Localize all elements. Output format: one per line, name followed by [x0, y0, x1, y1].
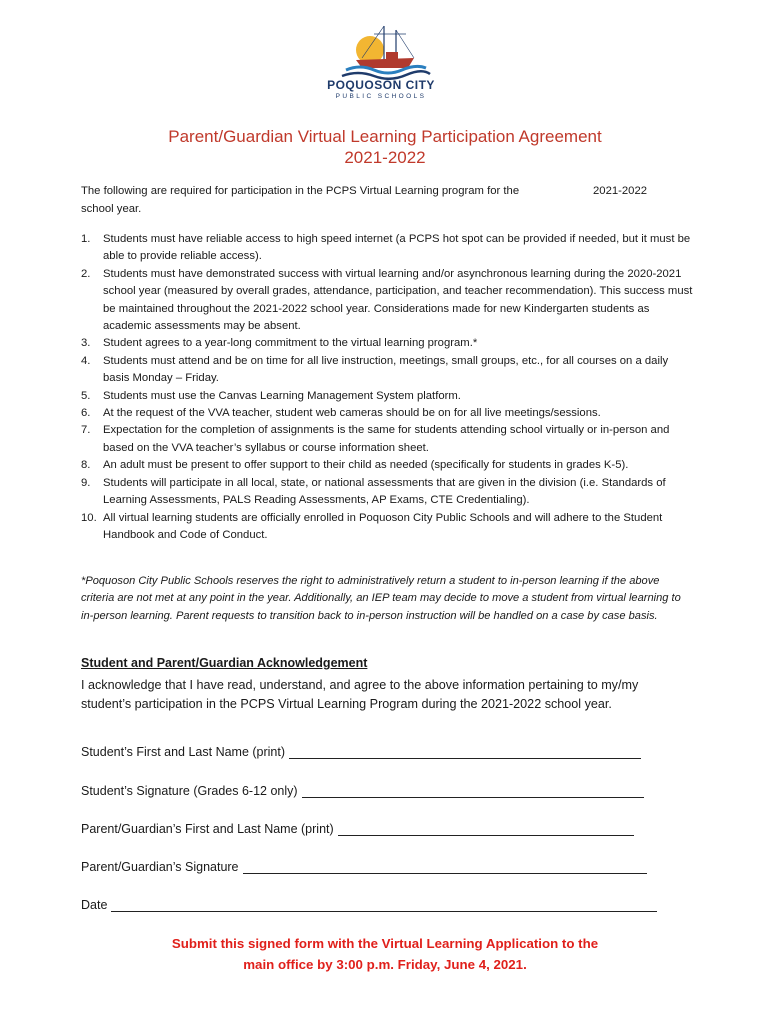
- parent-name-line[interactable]: [338, 821, 634, 836]
- item-text: Student agrees to a year-long commitment to the virtual learning program.*: [103, 337, 478, 350]
- list-item: [81, 475, 693, 510]
- student-name-label: Student’s First and Last Name (print): [81, 745, 286, 759]
- item-text: Students must have reliable access to high speed internet (a PCPS hot spot can be provided if needed, but it must be able to provide reliable access).: [103, 233, 691, 263]
- item-number: 6.: [81, 407, 91, 420]
- acknowledgement-text: I acknowledge that I have read, understand, and agree to the above information pertaining to my/my student’s participation in the PCPS Virtual Learning Program during the 2021-2022 school year.: [81, 678, 639, 711]
- title-year: 2021-2022: [344, 148, 426, 167]
- footer-line-2: main office by 3:00 p.m. Friday, June 4, 2021.: [243, 957, 527, 972]
- student-signature-line[interactable]: [302, 783, 644, 798]
- boat-logo-icon: [322, 22, 440, 80]
- intro-paragraph: [81, 183, 681, 218]
- item-number: 3.: [81, 337, 91, 350]
- item-text: Expectation for the completion of assignments is the same for students attending school virtually or in-person and based on the VVA teacher’s syllabus or course information sheet.: [103, 424, 670, 454]
- student-signature-field: [81, 783, 644, 798]
- parent-signature-field: [81, 859, 647, 874]
- document-title: [0, 126, 770, 168]
- item-text: Students must have demonstrated success with virtual learning and/or asynchronous learning during the 2020-2021 school year (measured by overall grades, attendance, participation, and teacher recommendation). This success must be maintained throughout the 2021-2022 school year. Considerations made for new Kindergarten students as academic assessments may be absent.: [103, 267, 693, 333]
- title-line-1: Parent/Guardian Virtual Learning Participation Agreement: [168, 127, 602, 146]
- date-field: [81, 897, 657, 912]
- parent-signature-line[interactable]: [243, 859, 647, 874]
- list-item: [81, 266, 693, 336]
- parent-signature-label: Parent/Guardian’s Signature: [81, 860, 239, 874]
- date-line[interactable]: [111, 897, 657, 912]
- item-number: 2.: [81, 267, 91, 280]
- date-label: Date: [81, 898, 108, 912]
- list-item: [81, 335, 693, 352]
- school-logo: [322, 22, 440, 104]
- intro-year: 2021-2022: [593, 185, 648, 197]
- parent-name-label: Parent/Guardian’s First and Last Name (print): [81, 822, 334, 836]
- item-number: 1.: [81, 233, 91, 245]
- list-item: [81, 231, 693, 266]
- item-text: An adult must be present to offer support to their child as needed (specifically for students in grades K-5).: [103, 459, 629, 472]
- policy-note: *Poquoson City Public Schools reserves the right to administratively return a student to in-person learning if the above criteria are not met at any point in the year. Additionally, an IEP team may decide to move a student from virtual learning to in-person learning. Parent requests to transition back to in-person instruction will be handled on a case by case basis.: [81, 575, 681, 622]
- footer-line-1: Submit this signed form with the Virtual Learning Application to the: [171, 936, 599, 951]
- submission-instructions: [0, 933, 770, 975]
- item-number: 7.: [81, 424, 91, 437]
- item-number: 5.: [81, 389, 91, 402]
- logo-subname: PUBLIC SCHOOLS: [335, 93, 427, 100]
- item-number: 8.: [81, 459, 91, 472]
- parent-name-field: [81, 821, 634, 836]
- list-item: [81, 388, 693, 405]
- intro-line-2: school year.: [81, 202, 142, 215]
- list-item: [81, 510, 693, 545]
- list-item: [81, 405, 693, 422]
- student-name-field: [81, 744, 641, 759]
- list-item: [81, 353, 693, 388]
- item-text: All virtual learning students are officially enrolled in Poquoson City Public Schools and will adhere to the Student Handbook and Code of Conduct.: [103, 511, 663, 541]
- item-text: Students must use the Canvas Learning Management System platform.: [103, 389, 461, 402]
- requirements-list: [81, 231, 693, 544]
- student-name-line[interactable]: [289, 744, 641, 759]
- item-text: Students must attend and be on time for all live instruction, meetings, small groups, etc., for all courses on a daily basis Monday – Friday.: [103, 354, 669, 385]
- item-number: 10.: [81, 511, 97, 524]
- logo-name: POQUOSON CITY: [327, 78, 435, 92]
- acknowledgement-heading: Student and Parent/Guardian Acknowledgement: [81, 656, 368, 670]
- item-number: 9.: [81, 476, 91, 489]
- item-number: 4.: [81, 354, 91, 367]
- list-item: [81, 457, 693, 474]
- intro-line-1: The following are required for participation in the PCPS Virtual Learning program for the: [81, 185, 520, 197]
- item-text: At the request of the VVA teacher, student web cameras should be on for all live meetings/sessions.: [103, 407, 601, 420]
- item-text: Students will participate in all local, state, or national assessments that are given in the division (i.e. Standards of Learning Assessments, PALS Reading Assessments, AP Exams, CTE Credentialing).: [103, 476, 666, 507]
- list-item: [81, 422, 693, 457]
- student-signature-label: Student’s Signature (Grades 6-12 only): [81, 784, 298, 798]
